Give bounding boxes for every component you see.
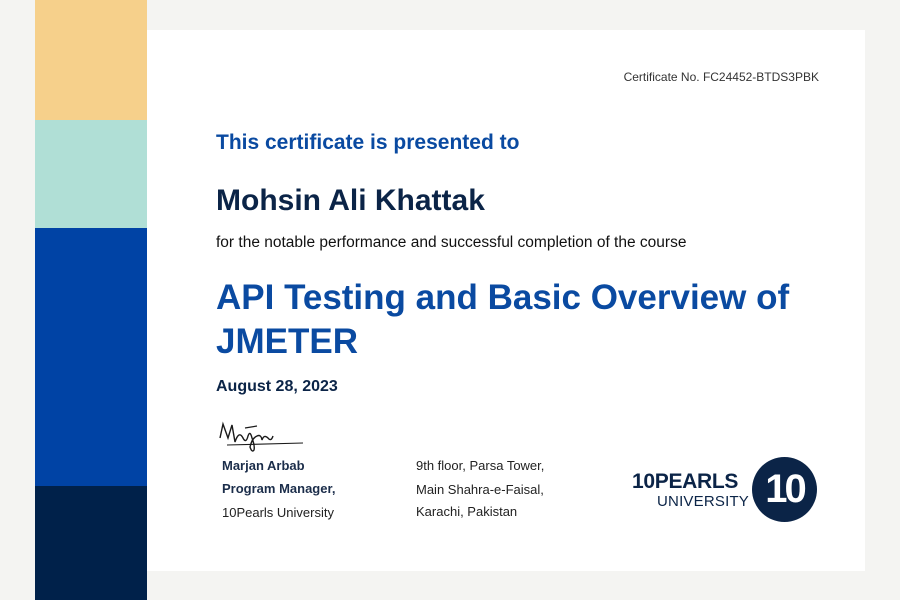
certificate-card: [147, 30, 865, 571]
stripe-mint: [35, 120, 147, 228]
certificate-number: Certificate No. FC24452-BTDS3PBK: [623, 70, 819, 84]
logo-circle-mark: 10: [752, 457, 817, 522]
completion-statement: for the notable performance and successful completion of the course: [216, 234, 687, 251]
address-line-3: Karachi, Pakistan: [416, 504, 518, 519]
signatory-name: Marjan Arbab: [222, 458, 305, 473]
address-line-2: Main Shahra-e-Faisal,: [416, 482, 544, 497]
presented-to-heading: This certificate is presented to: [216, 131, 520, 154]
10pearls-university-logo: [632, 455, 832, 525]
stripe-blue: [35, 228, 147, 486]
signatory-organization: 10Pearls University: [222, 505, 334, 520]
signature-image: [217, 420, 307, 454]
recipient-name: Mohsin Ali Khattak: [216, 184, 485, 217]
decorative-stripes: [35, 0, 147, 600]
address-line-1: 9th floor, Parsa Tower,: [416, 458, 545, 473]
stripe-yellow: [35, 0, 147, 120]
course-title: API Testing and Basic Overview of JMETER: [216, 278, 790, 361]
logo-wordmark: 10PEARLS: [632, 470, 739, 493]
logo-subtext: UNIVERSITY: [657, 493, 750, 510]
signatory-title: Program Manager,: [222, 481, 336, 496]
stripe-navy: [35, 486, 147, 600]
completion-date: August 28, 2023: [216, 378, 338, 395]
